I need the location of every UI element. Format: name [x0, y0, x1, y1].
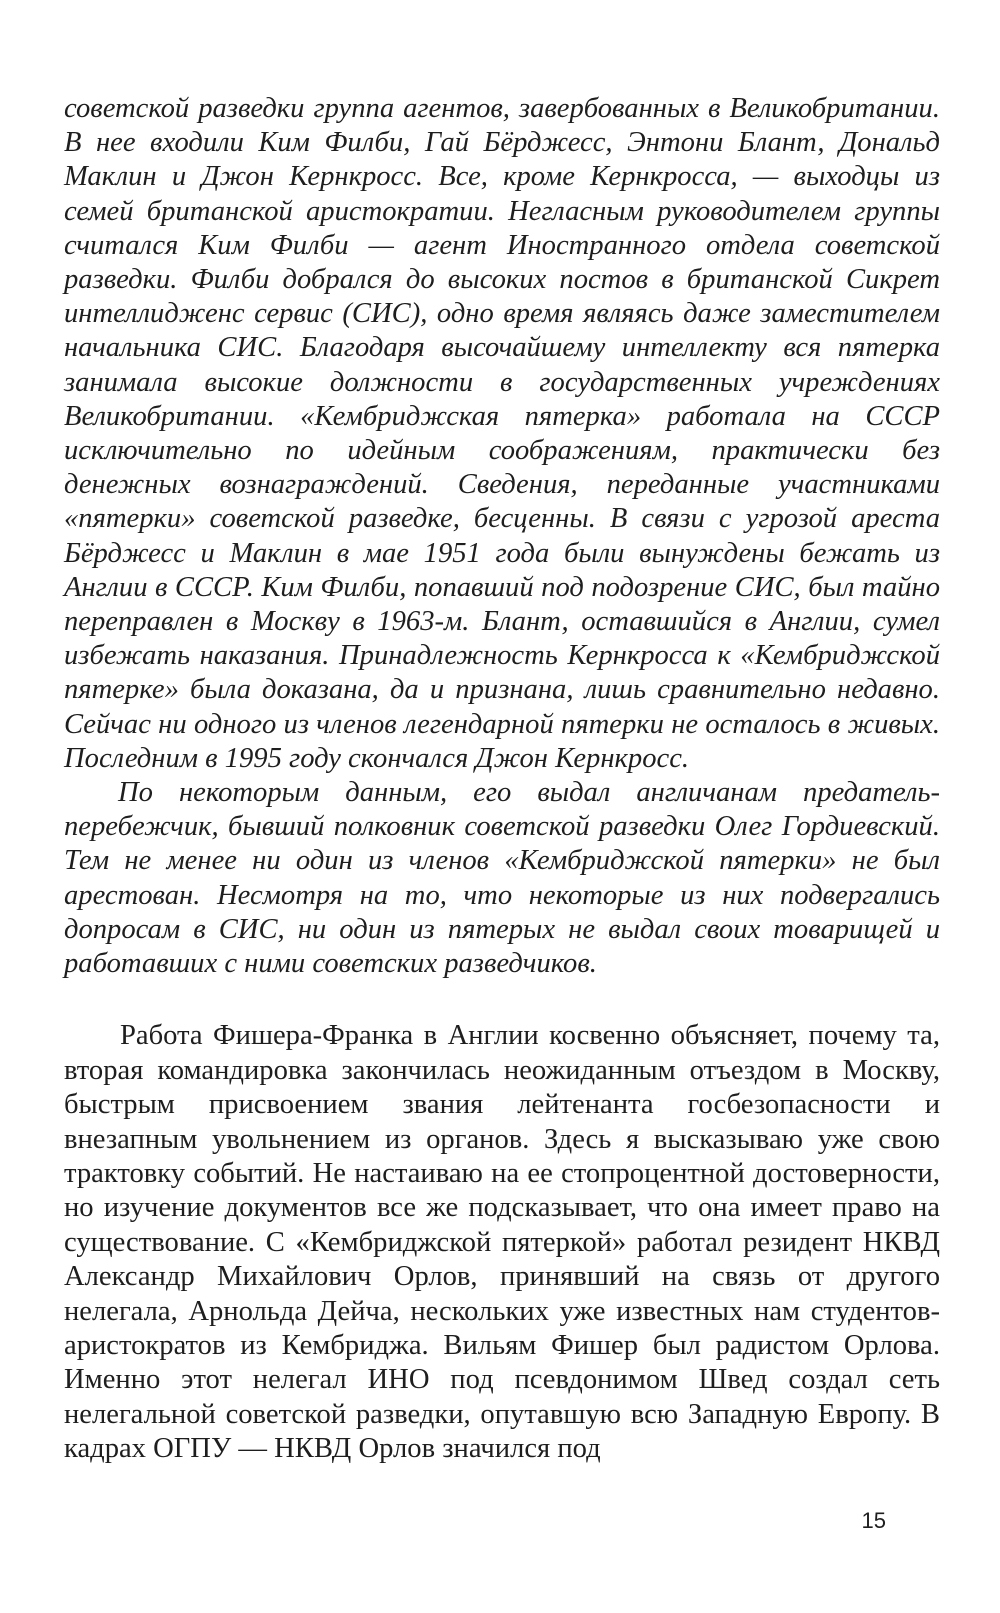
main-paragraph: Работа Фишера-Франка в Англии косвенно объясняет, почему та, вторая командировка закончилась неожиданным отъездом в Москву, быстрым присвоением звания лейтенанта госбезопасности и внезапным увольнением из органов. Здесь я высказываю уже свою трактовку событий. Не настаиваю на ее стопроцентной достоверности, но изучение документов все же подсказывает, что она имеет право на существование. С «Кембриджской пятеркой» работал резидент НКВД Александр Михайлович Орлов, принявший на связь от другого нелегала, Арнольда Дейча, нескольких уже известных нам студентов-аристократов из Кембриджа. Вильям Фишер был радистом Орлова. Именно этот нелегал ИНО под псевдонимом Швед создал сеть нелегальной советской разведки, опутавшую всю Западную Европу. В кадрах ОГПУ — НКВД Орлов значился под — [64, 1020, 940, 1465]
page-content — [64, 92, 940, 1467]
main-text-block — [64, 1019, 940, 1466]
footnote-paragraph-2: По некоторым данным, его выдал англичанам предатель-перебежчик, бывший полковник советской разведки Олег Гордиевский. Тем не менее ни один из членов «Кембриджской пятерки» не был арестован. Несмотря на то, что некоторые из них подвергались допросам в СИС, ни один из пятерых не выдал своих товарищей и работавших с ними советских разведчиков. — [64, 777, 940, 980]
footnote-paragraph-1: советской разведки группа агентов, завербованных в Великобритании. В нее входили Ким Филби, Гай Бёрджесс, Энтони Блант, Дональд Маклин и Джон Кернкросс. Все, кроме Кернкросса, — выходцы из семей британской аристократии. Негласным руководителем группы считался Ким Филби — агент Иностранного отдела советской разведки. Филби добрался до высоких постов в британской Сикрет интеллидженс сервис (СИС), одно время являясь даже заместителем начальника СИС. Благодаря высочайшему интеллекту вся пятерка занимала высокие должности в государственных учреждениях Великобритании. «Кембриджская пятерка» работала на СССР исключительно по идейным соображениям, практически без денежных вознаграждений. Сведения, переданные участниками «пятерки» советской разведке, бесценны. В связи с угрозой ареста Бёрджесс и Маклин в мае 1951 года были вынуждены бежать из Англии в СССР. Ким Филби, попавший под подозрение СИС, был тайно переправлен в Москву в 1963-м. Блант, оставшийся в Англии, сумел избежать наказания. Принадлежность Кернкросса к «Кембриджской пятерке» была доказана, да и признана, лишь сравнительно недавно. Сейчас ни одного из членов легендарной пятерки не осталось в живых. Последним в 1995 году скончался Джон Кернкросс. — [64, 93, 940, 774]
footnote-block — [64, 92, 940, 981]
page-number: 15 — [861, 1508, 886, 1533]
